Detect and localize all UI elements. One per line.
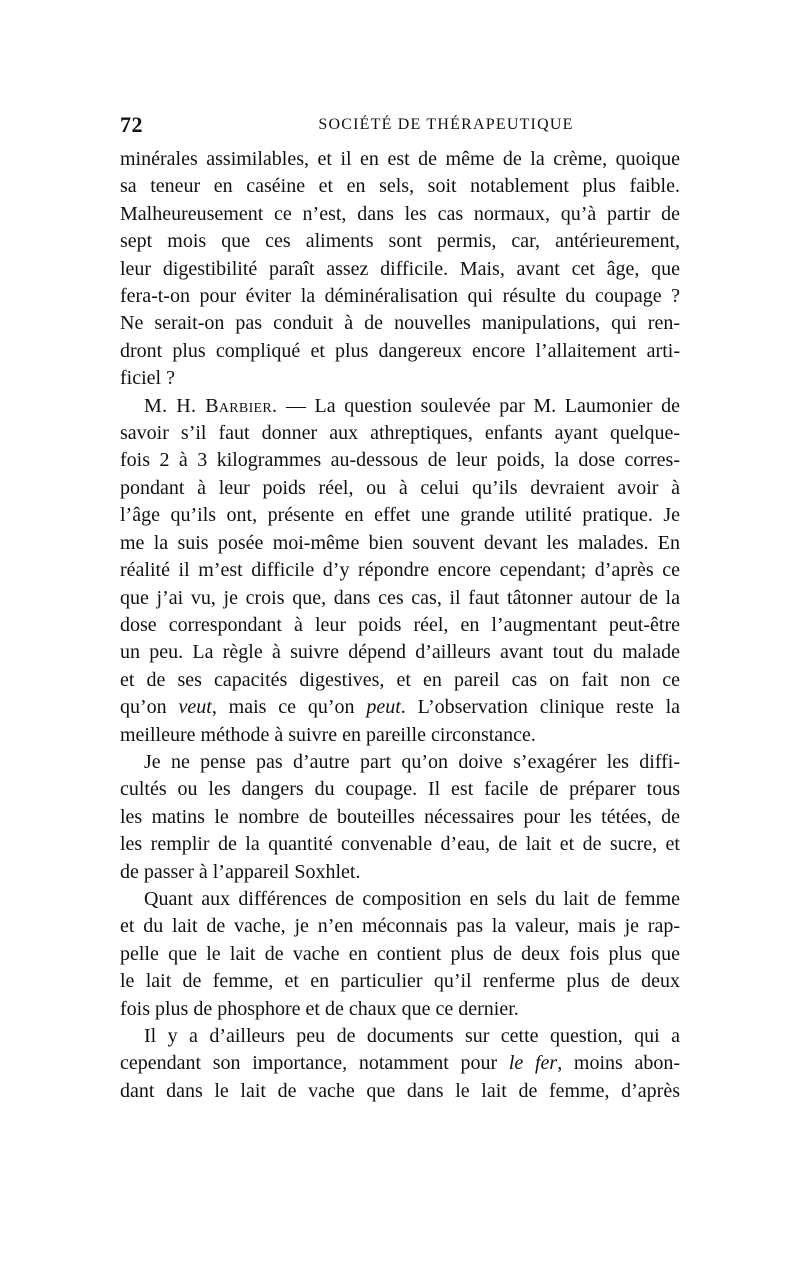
text-segment: qu’on: [120, 696, 179, 719]
text-line: [120, 694, 680, 721]
paragraph-3: [120, 749, 680, 886]
italic-term: le fer: [508, 1052, 558, 1075]
text-line: fera-t-on pour éviter la déminéralisation qui résulte du coupage ?: [120, 285, 680, 308]
running-title: SOCIÉTÉ DE THÉRAPEUTIQUE: [318, 116, 574, 133]
text-segment: . L’observation clinique reste la: [400, 696, 681, 719]
text-line: [120, 393, 680, 420]
text-line: dront plus compliqué et plus dangereux encore l’allaitement arti-: [120, 339, 680, 362]
text-line: les matins le nombre de bouteilles nécessaires pour les tétées, de: [120, 805, 680, 828]
text-line: l’âge qu’ils ont, présente en effet une grande utilité pratique. Je: [120, 504, 680, 527]
text-line: fois 2 à 3 kilogrammes au-dessous de leur poids, la dose corres-: [120, 449, 680, 472]
text-line: dose correspondant à leur poids réel, en l’augmentant peut-être: [120, 613, 680, 636]
text-line: Malheureusement ce n’est, dans les cas normaux, qu’à partir de: [120, 202, 680, 225]
text-line: réalité il m’est difficile d’y répondre encore cependant; d’après ce: [120, 559, 680, 582]
text-segment: — La question soulevée par M. Laumonier de: [277, 394, 680, 417]
text-line: sept mois que ces aliments sont permis, car, antérieurement,: [120, 230, 680, 253]
text-line: meilleure méthode à suivre en pareille circonstance.: [120, 723, 536, 746]
text-segment: , moins abon-: [557, 1052, 680, 1075]
text-line: minérales assimilables, et il en est de même de la crème, quoique: [120, 148, 680, 170]
paragraph-1: [120, 146, 680, 393]
text-segment: cependant son importance, notamment pour: [120, 1052, 509, 1075]
paragraph-4: [120, 886, 680, 1023]
text-line: et de ses capacités digestives, et en pareil cas on fait non ce: [120, 668, 680, 691]
italic-term: peut: [366, 696, 401, 719]
text-line: Je ne pense pas d’autre part qu’on doive s’exagérer les diffi-: [144, 750, 680, 773]
text-line: Ne serait-on pas conduit à de nouvelles manipulations, qui ren-: [120, 312, 680, 335]
text-line: pelle que le lait de vache en contient plus de deux fois plus que: [120, 942, 680, 965]
text-line: leur digestibilité paraît assez difficile. Mais, avant cet âge, que: [120, 257, 680, 280]
text-line: Il y a d’ailleurs peu de documents sur cette question, qui a: [144, 1025, 680, 1047]
text-line: ficiel ?: [120, 367, 175, 390]
running-header: [120, 112, 680, 142]
italic-term: veut: [178, 696, 212, 719]
text-line: [120, 1050, 680, 1077]
text-line: me la suis posée moi-même bien souvent devant les malades. En: [120, 531, 680, 554]
text-segment: , mais ce qu’on: [211, 696, 367, 719]
text-line: et du lait de vache, je n’en méconnais pas la valeur, mais je rap-: [120, 915, 680, 938]
paragraph-2: [120, 393, 680, 749]
text-line: les remplir de la quantité convenable d’eau, de lait et de sucre, et: [120, 833, 680, 856]
page-number: 72: [120, 112, 143, 137]
text-line: savoir s’il faut donner aux athreptiques, enfants ayant quelque-: [120, 422, 680, 445]
text-line: fois plus de phosphore et de chaux que ce dernier.: [120, 997, 519, 1020]
text-line: un peu. La règle à suivre dépend d’ailleurs avant tout du malade: [120, 641, 680, 664]
text-line: Quant aux différences de composition en sels du lait de femme: [144, 887, 680, 910]
text-line: que j’ai vu, je crois que, dans ces cas, il faut tâtonner autour de la: [120, 586, 680, 609]
paragraph-5: [120, 1023, 680, 1105]
text-line: de passer à l’appareil Soxhlet.: [120, 860, 361, 883]
text-line: sa teneur en caséine et en sels, soit notablement plus faible.: [120, 175, 680, 198]
text-line: pondant à leur poids réel, ou à celui qu’ils devraient avoir à: [120, 476, 680, 499]
body-text: [120, 146, 680, 1105]
text-line: cultés ou les dangers du coupage. Il est facile de préparer tous: [120, 778, 680, 801]
text-line: le lait de femme, et en particulier qu’il renferme plus de deux: [120, 970, 680, 993]
text-line: dant dans le lait de vache que dans le lait de femme, d’après: [120, 1079, 680, 1102]
speaker-name: M. H. Barbier.: [144, 394, 278, 417]
